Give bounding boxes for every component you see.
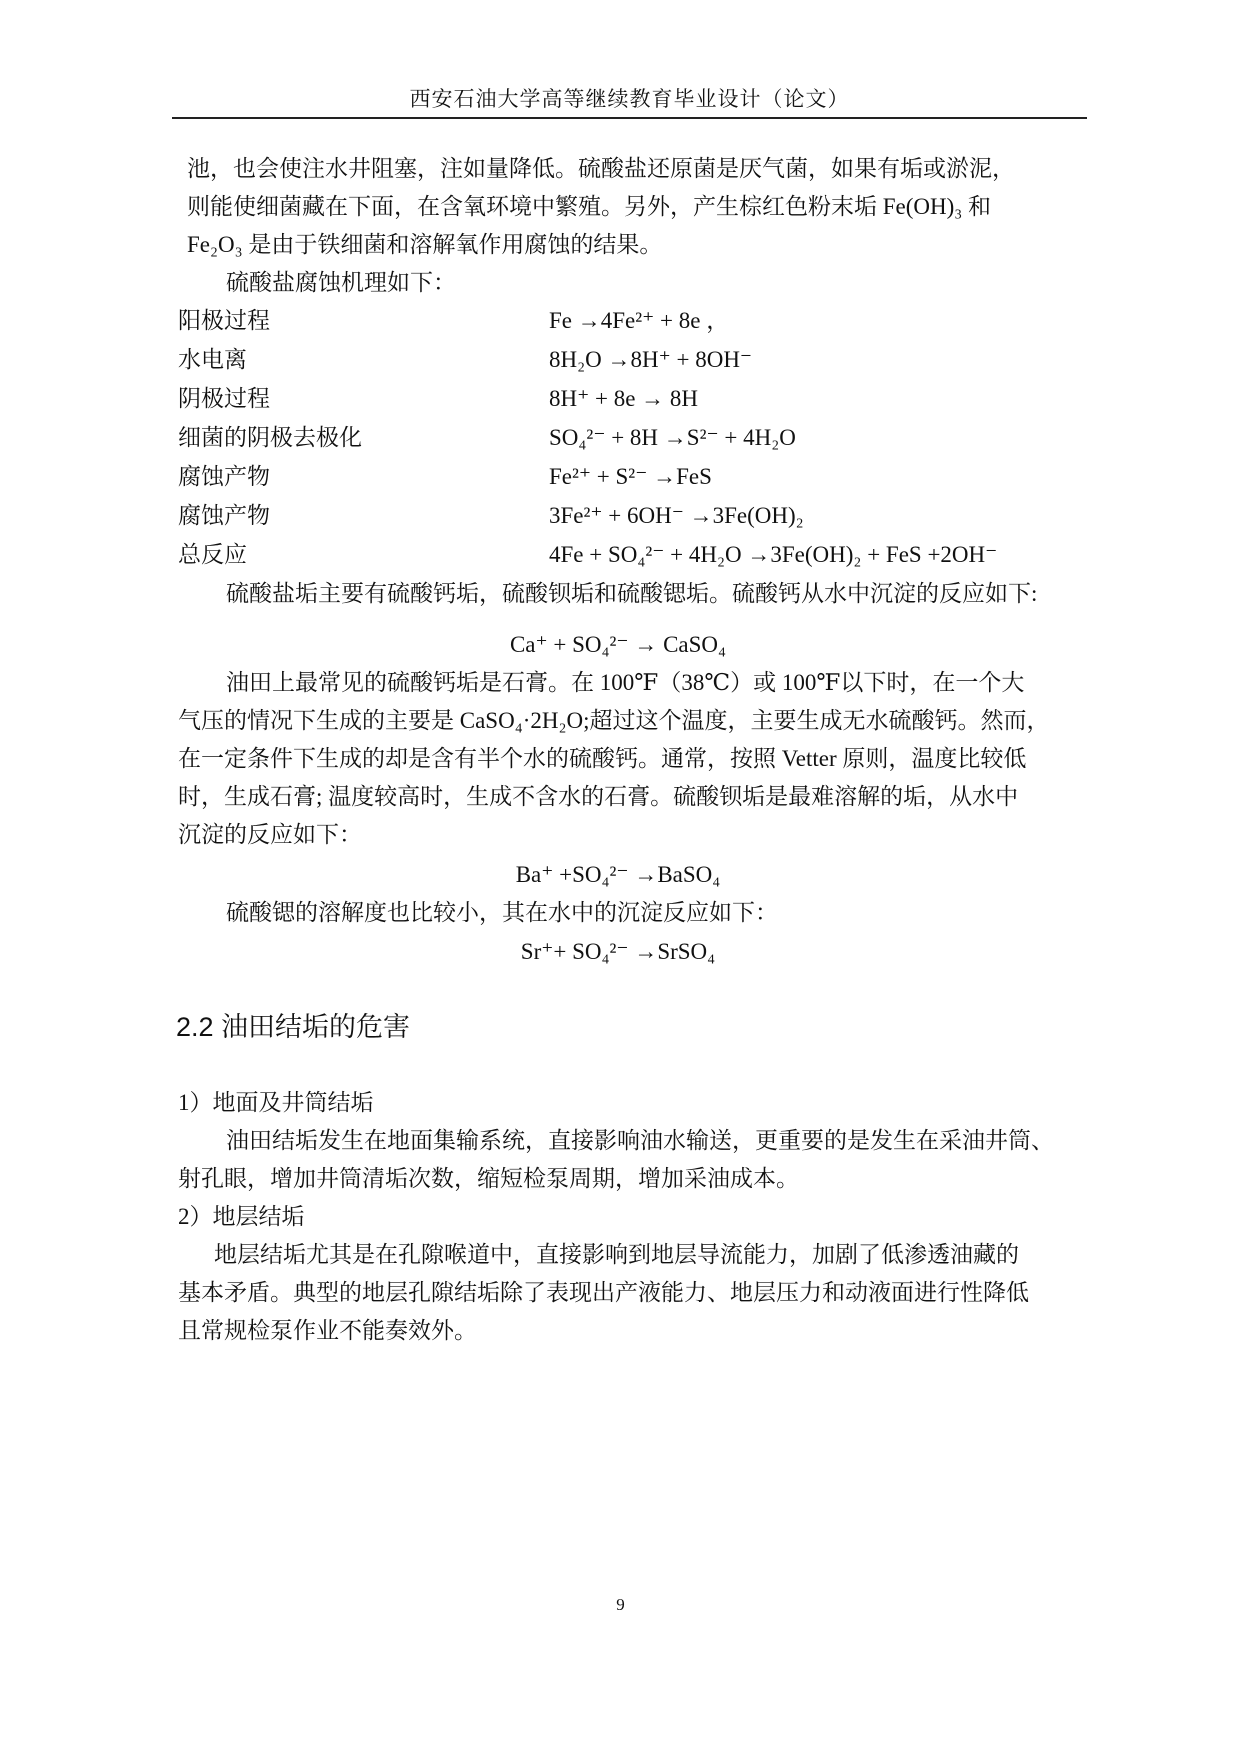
- equation-srso4: Sr⁺+ SO₄²⁻ →SrSO₄: [520, 939, 716, 964]
- reaction-row: [178, 302, 1058, 340]
- reaction-row: [178, 536, 1058, 574]
- reaction-label: 腐蚀产物: [178, 464, 270, 489]
- paragraph-line: 基本矛盾。典型的地层孔隙结垢除了表现出产液能力、地层压力和动液面进行性降低: [178, 1280, 1029, 1305]
- mechanism-intro: 硫酸盐腐蚀机理如下：: [226, 270, 456, 295]
- reaction-label: 阴极过程: [178, 386, 270, 411]
- paragraph-line: 油田上最常见的硫酸钙垢是石膏。在 100℉（38℃）或 100℉以下时，在一个大: [226, 670, 1025, 695]
- section-title: 2.2 油田结垢的危害: [176, 1012, 411, 1042]
- paragraph-line: Fe₂O₃ 是由于铁细菌和溶解氧作用腐蚀的结果。: [187, 232, 663, 257]
- page-number: 9: [616, 1595, 625, 1614]
- reaction-equation: 8H⁺ + 8e → 8H: [549, 386, 699, 411]
- reaction-label: 腐蚀产物: [178, 503, 270, 528]
- list-item-heading: 1）地面及井筒结垢: [178, 1090, 374, 1115]
- paragraph-line: 地层结垢尤其是在孔隙喉道中，直接影响到地层导流能力，加剧了低渗透油藏的: [214, 1242, 1019, 1267]
- reaction-equation: 4Fe + SO₄²⁻ + 4H₂O →3Fe(OH)₂ + FeS +2OH⁻: [549, 542, 998, 567]
- strontium-intro: 硫酸锶的溶解度也比较小，其在水中的沉淀反应如下：: [226, 900, 778, 925]
- reaction-equation: SO₄²⁻ + 8H →S²⁻ + 4H₂O: [549, 425, 796, 450]
- reaction-label: 总反应: [178, 542, 247, 567]
- equation-baso4: Ba⁺ +SO₄²⁻ →BaSO₄: [515, 862, 721, 887]
- paragraph-line: 射孔眼，增加井筒清垢次数，缩短检泵周期，增加采油成本。: [178, 1166, 799, 1191]
- reaction-equation: Fe²⁺ + S²⁻ →FeS: [549, 464, 712, 489]
- paragraph-line: 且常规检泵作业不能奏效外。: [178, 1318, 477, 1343]
- paragraph-line: 在一定条件下生成的却是含有半个水的硫酸钙。通常，按照 Vetter 原则，温度比较低: [178, 746, 1027, 771]
- paragraph-line: 气压的情况下生成的主要是 CaSO₄·2H₂O;超过这个温度，主要生成无水硫酸钙。然而，: [178, 708, 1050, 733]
- paragraph-line: 则能使细菌藏在下面，在含氧环境中繁殖。另外，产生棕红色粉末垢 Fe(OH)₃ 和: [187, 194, 992, 219]
- list-item-heading: 2）地层结垢: [178, 1204, 305, 1229]
- paragraph-line: 沉淀的反应如下：: [178, 822, 362, 847]
- equation-caso4: Ca⁺ + SO₄²⁻ → CaSO₄: [509, 632, 727, 657]
- paragraph-line: 池，也会使注水井阻塞，注如量降低。硫酸盐还原菌是厌气菌，如果有垢或淤泥，: [187, 156, 1015, 181]
- reaction-row: [178, 380, 1058, 418]
- reaction-label: 阳极过程: [178, 308, 270, 333]
- reaction-label: 细菌的阴极去极化: [178, 425, 362, 450]
- reaction-equation: Fe →4Fe²⁺ + 8e ，: [549, 308, 730, 333]
- header-divider: [172, 117, 1087, 119]
- paragraph-line: 时，生成石膏; 温度较高时，生成不含水的石膏。硫酸钡垢是最难溶解的垢，从水中: [178, 784, 1019, 809]
- sulfate-scale-intro: 硫酸盐垢主要有硫酸钙垢，硫酸钡垢和硫酸锶垢。硫酸钙从水中沉淀的反应如下:: [226, 581, 1038, 606]
- paragraph-line: 油田结垢发生在地面集输系统，直接影响油水输送，更重要的是发生在采油井筒、: [226, 1128, 1054, 1153]
- reaction-equation: 8H₂O →8H⁺ + 8OH⁻: [549, 347, 753, 372]
- reaction-equation: 3Fe²⁺ + 6OH⁻ →3Fe(OH)₂: [549, 503, 804, 528]
- reaction-label: 水电离: [178, 347, 247, 372]
- reaction-row: [178, 458, 1058, 496]
- page-header: 西安石油大学高等继续教育毕业设计（论文）: [409, 87, 850, 111]
- reaction-row: [178, 341, 1058, 379]
- reaction-row: [178, 419, 1058, 457]
- reaction-row: [178, 497, 1058, 535]
